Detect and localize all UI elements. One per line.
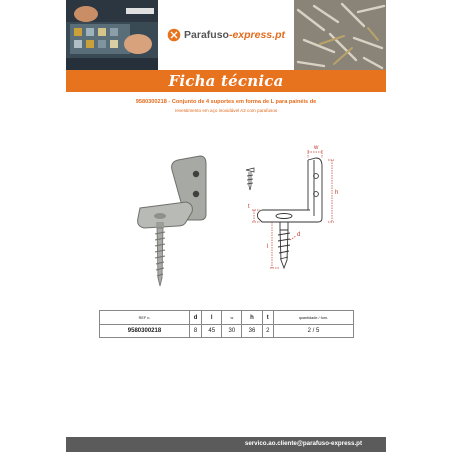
workshop-photo — [66, 0, 158, 70]
header — [66, 0, 386, 70]
col-qty: quantidade / forn. — [273, 311, 353, 325]
footer-bar — [66, 437, 386, 452]
screws-photo — [294, 0, 386, 70]
cell-d: 8 — [189, 325, 201, 338]
dim-t-label: t — [248, 204, 250, 210]
brand-logo — [158, 0, 294, 70]
spec-table-header — [100, 311, 354, 325]
table-row — [100, 325, 354, 338]
dim-l-label: l — [267, 244, 269, 250]
cell-t: 2 — [262, 325, 273, 338]
cell-l: 45 — [202, 325, 222, 338]
cell-w: 30 — [222, 325, 242, 338]
col-w: w — [222, 311, 242, 325]
product-description-cont: revestimento em aço inoxidável A2 com parafusos — [174, 108, 278, 113]
dim-h-label: h — [335, 190, 339, 196]
product-description: 9580300218 - Conjunto de 4 suportes em forma de L para painéis de — [135, 99, 317, 105]
cell-h: 36 — [242, 325, 262, 338]
data-sheet — [66, 0, 386, 452]
cell-qty: 2 / 5 — [273, 325, 353, 338]
footer-email[interactable]: servico.ao.cliente@parafuso-express.pt — [244, 440, 362, 447]
spec-table — [99, 310, 354, 338]
title-bar — [66, 70, 386, 92]
bracket-photo — [126, 150, 226, 290]
cell-ref: 9580300218 — [100, 325, 190, 338]
page-title: Ficha técnica — [168, 72, 284, 90]
brand-accent: -express.pt — [228, 29, 285, 41]
dim-w-label: w — [314, 145, 319, 151]
dim-d-label: d — [297, 232, 301, 238]
col-t: t — [262, 311, 273, 325]
brand-name: Parafuso — [184, 29, 229, 41]
col-l: l — [202, 311, 222, 325]
col-h: h — [242, 311, 262, 325]
technical-drawing — [232, 140, 352, 275]
col-d: d — [189, 311, 201, 325]
screw-logo-icon — [167, 28, 181, 42]
col-ref: REF n. — [100, 311, 190, 325]
